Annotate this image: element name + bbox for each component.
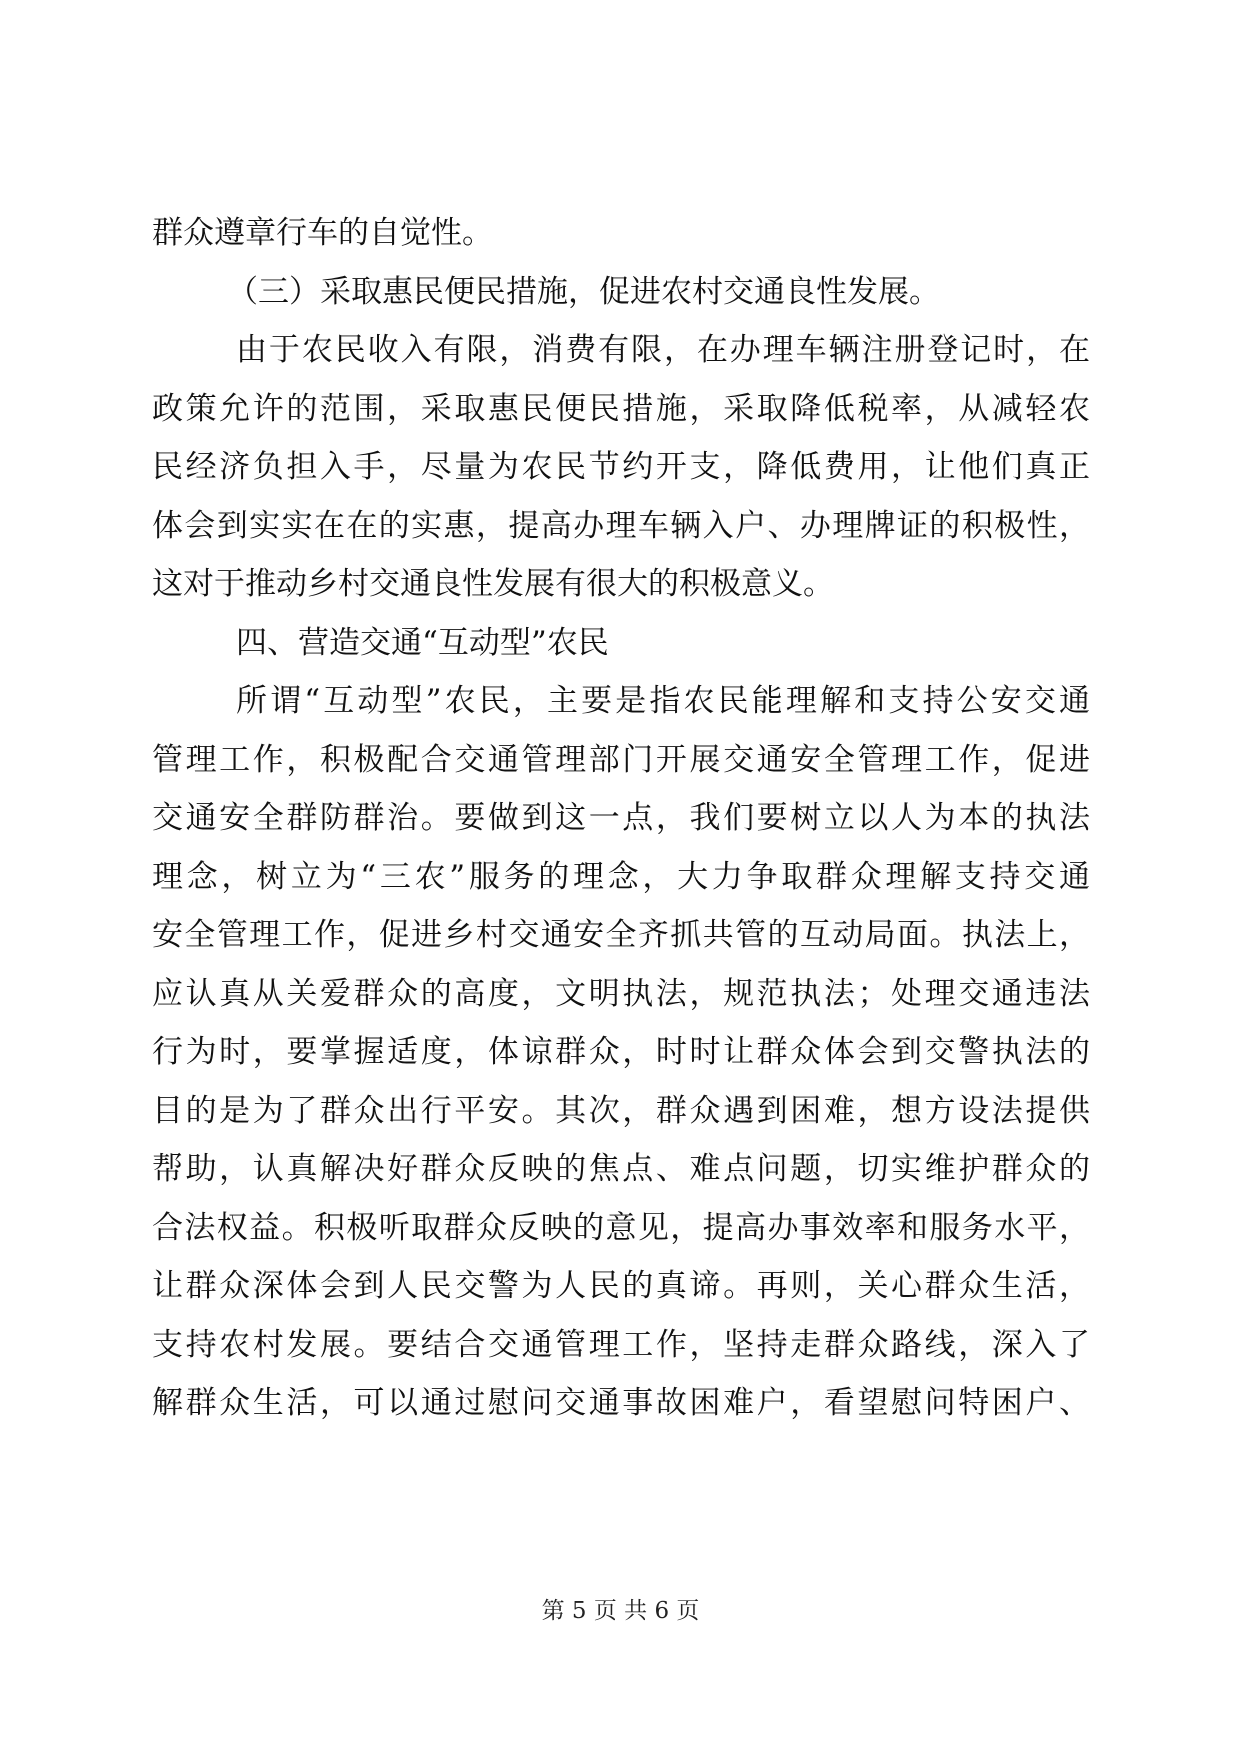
body-line: 行为时，要掌握适度，体谅群众，时时让群众体会到交警执法的 — [152, 1034, 1090, 1070]
page-number-footer: 第 5 页 共 6 页 — [541, 1598, 700, 1624]
body-line: 理念，树立为“三农”服务的理念，大力争取群众理解支持交通 — [152, 858, 1090, 895]
body-line: 安全管理工作，促进乡村交通安全齐抓共管的互动局面。执法上， — [152, 917, 1090, 953]
body-line: 民经济负担入手，尽量为农民节约开支，降低费用，让他们真正 — [152, 449, 1090, 485]
body-line: 管理工作，积极配合交通管理部门开展交通安全管理工作，促进 — [152, 741, 1090, 778]
document-body — [152, 204, 1090, 1433]
body-line: 目的是为了群众出行平安。其次，群众遇到困难，想方设法提供 — [152, 1092, 1090, 1129]
section-subheading: （三）采取惠民便民措施，促进农村交通良性发展。 — [227, 273, 940, 310]
body-line: 让群众深体会到人民交警为人民的真谛。再则，关心群众生活， — [152, 1268, 1090, 1304]
body-line: 由于农民收入有限，消费有限，在办理车辆注册登记时，在 — [236, 332, 1090, 368]
body-line: 支持农村发展。要结合交通管理工作，坚持走群众路线，深入了 — [152, 1326, 1090, 1363]
body-line: 体会到实实在在的实惠，提高办理车辆入户、办理牌证的积极性， — [152, 507, 1090, 544]
section-heading: 四、营造交通“互动型”农民 — [236, 624, 609, 661]
body-line: 这对于推动乡村交通良性发展有很大的积极意义。 — [152, 566, 834, 602]
body-line: 政策允许的范围，采取惠民便民措施，采取降低税率，从减轻农 — [152, 390, 1090, 427]
body-line: 帮助，认真解决好群众反映的焦点、难点问题，切实维护群众的 — [152, 1151, 1090, 1187]
body-line: 所谓“互动型”农民，主要是指农民能理解和支持公安交通 — [236, 683, 1090, 719]
body-line: 应认真从关爱群众的高度，文明执法，规范执法；处理交通违法 — [152, 975, 1090, 1012]
body-line: 群众遵章行车的自觉性。 — [152, 215, 493, 251]
body-line: 解群众生活，可以通过慰问交通事故困难户，看望慰问特困户、 — [152, 1385, 1090, 1421]
body-line: 合法权益。积极听取群众反映的意见，提高办事效率和服务水平， — [152, 1209, 1090, 1246]
body-line: 交通安全群防群治。要做到这一点，我们要树立以人为本的执法 — [152, 800, 1090, 836]
